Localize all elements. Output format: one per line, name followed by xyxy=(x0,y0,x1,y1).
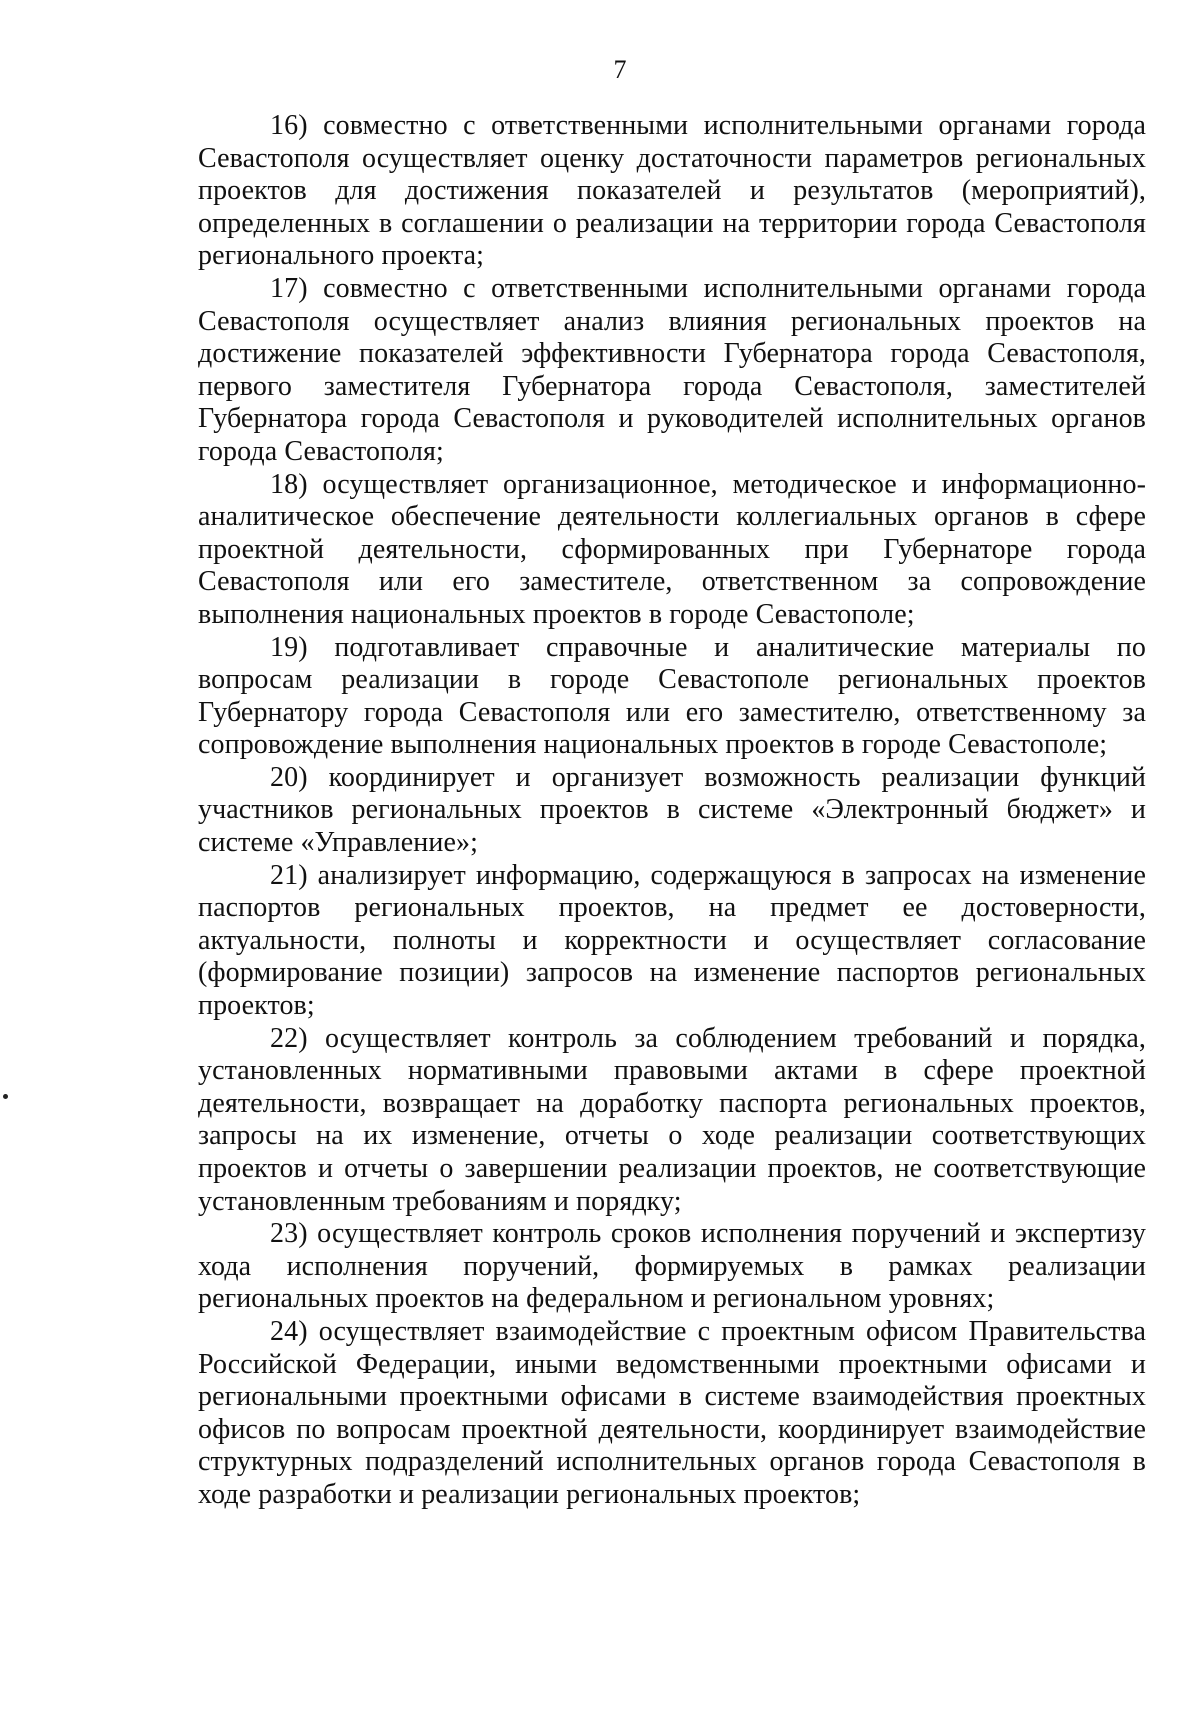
document-body xyxy=(198,110,1146,1512)
paragraph-item-22: 22) осуществляет контроль за соблюдением требований и порядка, установленных нормативными правовыми актами в сфере проектной деятельности, возвращает на доработку паспорта региональных проектов, запросы на их изменение, отчеты о ходе реализации соответствующих проектов и отчеты о завершении реализации проектов, не соответствующие установленным требованиям и порядку; xyxy=(198,1022,1146,1217)
paragraph-item-18: 18) осуществляет организационное, методическое и информационно-аналитическое обеспечение деятельности коллегиальных органов в сфере проектной деятельности, сформированных при Губернаторе города Севастополя или его заместителе, ответственном за сопровождение выполнения национальных проектов в городе Севастополе; xyxy=(198,468,1146,630)
paragraph-item-19: 19) подготавливает справочные и аналитические материалы по вопросам реализации в городе Севастополе региональных проектов Губернатору города Севастополя или его заместителю, ответственному за сопровождение выполнения национальных проектов в городе Севастополе; xyxy=(198,631,1146,761)
paragraph-item-24: 24) осуществляет взаимодействие с проектным офисом Правительства Российской Федерации, иными ведомственными проектными офисами и региональными проектными офисами в системе взаимодействия проектных офисов по вопросам проектной деятельности, координирует взаимодействие структурных подразделений исполнительных органов города Севастополя в ходе разработки и реализации региональных проектов; xyxy=(198,1315,1146,1510)
paragraph-item-21: 21) анализирует информацию, содержащуюся в запросах на изменение паспортов региональных проектов, на предмет ее достоверности, актуальности, полноты и корректности и осуществляет согласование (формирование позиции) запросов на изменение паспортов региональных проектов; xyxy=(198,859,1146,1022)
paragraph-item-20: 20) координирует и организует возможность реализации функций участников региональных проектов в системе «Электронный бюджет» и системе «Управление»; xyxy=(198,761,1146,859)
paragraph-item-16: 16) совместно с ответственными исполнительными органами города Севастополя осуществляет оценку достаточности параметров региональных проектов для достижения показателей и результатов (мероприятий), определенных в соглашении о реализации на территории города Севастополя регионального проекта; xyxy=(198,110,1146,272)
scan-artifact-dot xyxy=(3,1094,8,1099)
paragraph-item-23: 23) осуществляет контроль сроков исполнения поручений и экспертизу хода исполнения поручений, формируемых в рамках реализации региональных проектов на федеральном и региональном уровнях; xyxy=(198,1218,1146,1315)
paragraph-item-17: 17) совместно с ответственными исполнительными органами города Севастополя осуществляет анализ влияния региональных проектов на достижение показателей эффективности Губернатора города Севастополя, первого заместителя Губернатора города Севастополя, заместителей Губернатора города Севастополя и руководителей исполнительных органов города Севастополя; xyxy=(198,272,1146,467)
page-number: 7 xyxy=(613,55,627,84)
